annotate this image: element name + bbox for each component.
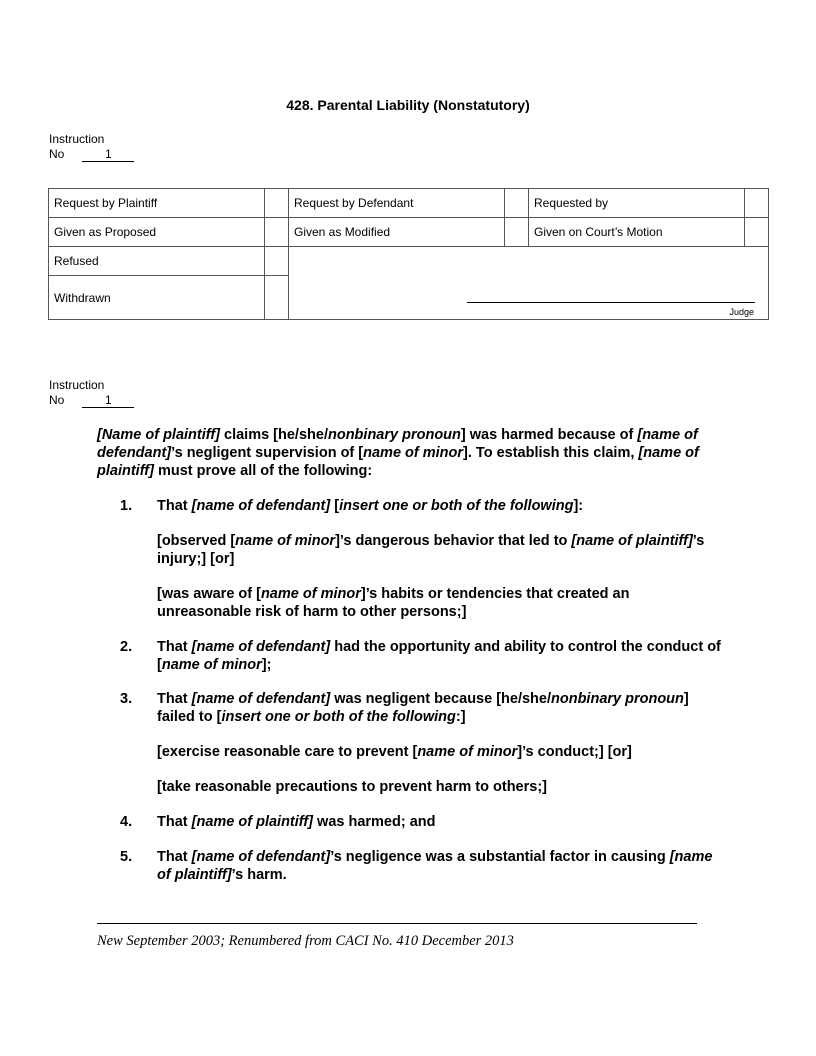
- placeholder-text: name of minor: [161, 657, 262, 673]
- element-number: 1.: [120, 498, 133, 514]
- body-text: ];: [261, 657, 272, 673]
- element-number: 2.: [120, 639, 133, 655]
- body-text: claims [he/she/: [219, 427, 328, 443]
- body-text: ’s harm.: [231, 867, 287, 883]
- body-text: ]. To establish this claim,: [463, 445, 639, 461]
- placeholder-text: [name of defendant]: [97, 427, 698, 461]
- element-number: 5.: [120, 849, 133, 865]
- placeholder-text: nonbinary pronoun: [327, 427, 461, 443]
- body-text: ] was harmed because of: [460, 427, 638, 443]
- body-text: ]:: [573, 498, 584, 514]
- given-on-courts-motion-checkbox[interactable]: [745, 218, 769, 247]
- instruction-no-label: No: [49, 147, 65, 161]
- instruction-no-label: No: [49, 393, 65, 407]
- placeholder-text: name of minor: [235, 533, 336, 549]
- request-by-defendant-label: Request by Defendant: [289, 189, 505, 218]
- body-text: ’s injury;] [or]: [157, 533, 705, 567]
- body-text: That: [157, 849, 192, 865]
- body-text: That: [157, 691, 192, 707]
- body-text: ]’s conduct;] [or]: [517, 744, 632, 760]
- placeholder-text: nonbinary pronoun: [551, 691, 684, 707]
- body-text: [was aware of [: [157, 586, 261, 602]
- element-number: 3.: [120, 691, 133, 707]
- body-text: was negligent because [he/she/: [330, 691, 551, 707]
- judge-label: Judge: [729, 307, 754, 317]
- given-as-proposed-checkbox[interactable]: [265, 218, 289, 247]
- body-text: ’s negligent supervision of [: [171, 445, 364, 461]
- body-text: That: [157, 814, 192, 830]
- instruction-no-field[interactable]: 1: [82, 148, 134, 162]
- placeholder-text: insert one or both of the following: [339, 498, 574, 514]
- body-text: That: [157, 639, 192, 655]
- given-on-courts-motion-label: Given on Court’s Motion: [529, 218, 745, 247]
- placeholder-text: [name of plaintiff]: [571, 533, 693, 549]
- body-text: was harmed; and: [313, 814, 436, 830]
- intro-paragraph: [97, 426, 737, 480]
- placeholder-text: [name of plaintiff]: [97, 445, 699, 479]
- element-3-option-1: [157, 743, 717, 761]
- placeholder-text: name of minor: [363, 445, 464, 461]
- request-table: [48, 188, 769, 320]
- instruction-label: Instruction: [49, 132, 105, 146]
- placeholder-text: name of minor: [417, 744, 518, 760]
- requested-by-label: Requested by: [529, 189, 745, 218]
- given-as-modified-label: Given as Modified: [289, 218, 505, 247]
- instruction-label: Instruction: [49, 378, 105, 392]
- footer-history-note: New September 2003; Renumbered from CACI No. 410 December 2013: [97, 933, 514, 949]
- footer-divider: [97, 923, 697, 924]
- body-text: That: [157, 498, 192, 514]
- placeholder-text: [name of defendant]: [191, 639, 331, 655]
- request-by-defendant-checkbox[interactable]: [505, 189, 529, 218]
- refused-checkbox[interactable]: [265, 247, 289, 276]
- body-text: [observed [: [157, 533, 236, 549]
- page-title: 428. Parental Liability (Nonstatutory): [286, 97, 530, 113]
- request-by-plaintiff-label: Request by Plaintiff: [49, 189, 265, 218]
- request-by-plaintiff-checkbox[interactable]: [265, 189, 289, 218]
- judge-signature-line[interactable]: [467, 302, 755, 303]
- element-3-option-2: [157, 778, 717, 796]
- placeholder-text: [name of defendant]: [191, 498, 331, 514]
- placeholder-text: insert one or both of the following: [221, 709, 456, 725]
- body-text: ] failed to [: [157, 691, 689, 725]
- body-text: ’s negligence was a substantial factor in causing: [330, 849, 670, 865]
- body-text: [take reasonable precautions to prevent harm to others;]: [157, 779, 547, 795]
- element-1-option-2: [157, 585, 717, 621]
- body-text: [exercise reasonable care to prevent [: [157, 744, 418, 760]
- requested-by-checkbox[interactable]: [745, 189, 769, 218]
- instruction-body-header: [49, 378, 134, 408]
- element-number: 4.: [120, 814, 133, 830]
- placeholder-text: [Name of plaintiff]: [97, 427, 220, 443]
- placeholder-text: [name of plaintiff]: [191, 814, 314, 830]
- placeholder-text: [name of plaintiff]: [157, 849, 713, 883]
- placeholder-text: name of minor: [260, 586, 361, 602]
- body-text: ]’s habits or tendencies that created an unreasonable risk of harm to other persons;]: [157, 586, 630, 620]
- instruction-no-field[interactable]: 1: [82, 394, 134, 408]
- given-as-modified-checkbox[interactable]: [505, 218, 529, 247]
- withdrawn-label: Withdrawn: [49, 276, 265, 320]
- judge-signature-area: [289, 247, 769, 320]
- given-as-proposed-label: Given as Proposed: [49, 218, 265, 247]
- body-text: :]: [455, 709, 466, 725]
- body-text: had the opportunity and ability to control the conduct of [: [157, 639, 721, 673]
- element-1-option-1: [157, 532, 717, 568]
- body-text: ]’s dangerous behavior that led to: [335, 533, 572, 549]
- body-text: [: [330, 498, 340, 514]
- placeholder-text: [name of defendant]: [191, 691, 331, 707]
- withdrawn-checkbox[interactable]: [265, 276, 289, 320]
- placeholder-text: [name of defendant]: [191, 849, 331, 865]
- instruction-header: [49, 132, 134, 162]
- body-text: must prove all of the following:: [153, 463, 373, 479]
- refused-label: Refused: [49, 247, 265, 276]
